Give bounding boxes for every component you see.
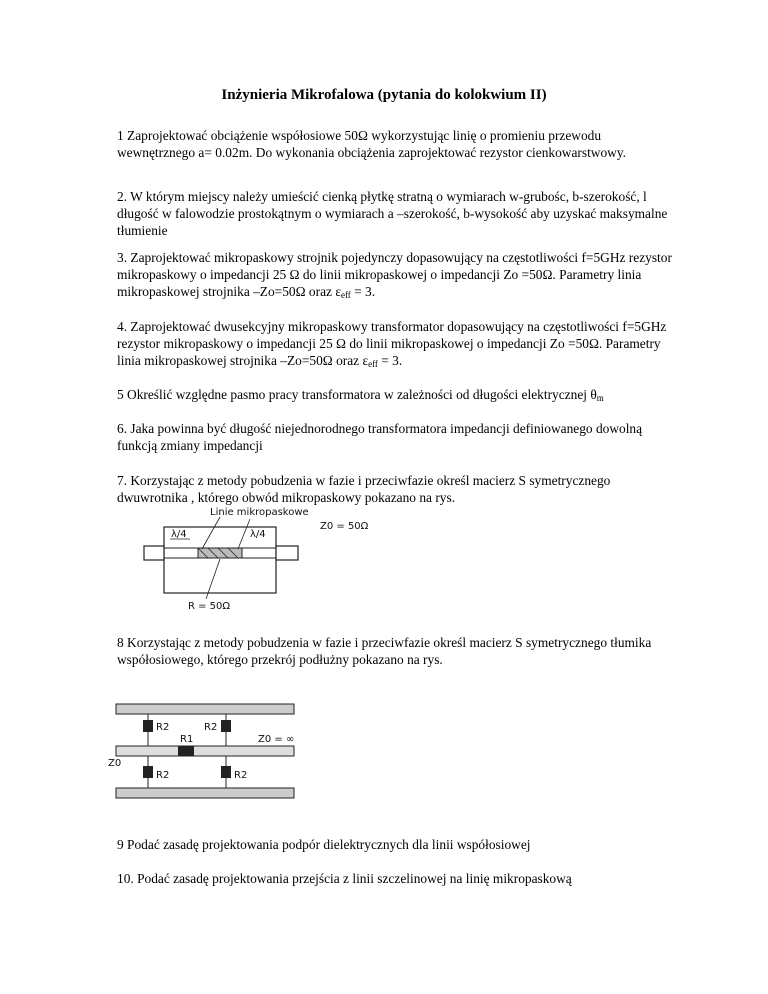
figure-2-label-r2-c: R2 [204, 722, 218, 733]
question-4-subscript: eff [368, 359, 378, 369]
resistor-r2-top-left [143, 720, 153, 732]
right-port-connector [276, 546, 298, 560]
question-3-text: 3. Zaprojektować mikropaskowy strojnik pojedynczy dopasowujący na częstotliwości f=5GHz rezystor mikropaskowy o impedancji 25 Ω do linii mikropaskowej o impedancji Zo =50Ω. Parametry linia mikropaskowej strojnika –Zo=50Ω oraz ε [117, 250, 672, 299]
question-4 [117, 318, 677, 373]
resistor-r2-bottom-left [143, 766, 153, 778]
question-9: 9 Podać zasadę projektowania podpór dielektrycznych dla linii współosiowej [117, 837, 531, 852]
question-4-text: 4. Zaprojektować dwusekcyjny mikropaskowy transformator dopasowujący na częstotliwości f=5GHz rezystor mikropaskowy o impedancji 25 Ω do linii mikropaskowej o impedancji Zo =50Ω. Parametry linia mikropaskowej strojnika –Zo=50Ω oraz ε [117, 319, 667, 368]
figure-1-label-left: λ/4 [171, 529, 187, 540]
page-title: Inżynieria Mikrofalowa (pytania do kolokwium II) [221, 87, 547, 103]
figure-1-label-r: R = 50Ω [188, 601, 231, 612]
figure-2-label-z0-left: Z0 [108, 758, 122, 769]
question-8: 8 Korzystając z metody pobudzenia w fazie i przeciwfazie określ macierz S symetrycznego tłumika współosiowego, którego przekrój podłużny pokazano na rys. [117, 635, 652, 667]
resistor-r2-top-right [221, 720, 231, 732]
resistor-r2-bottom-right [221, 766, 231, 778]
question-1: 1 Zaprojektować obciążenie współosiowe 50Ω wykorzystując linię o promieniu przewodu wewnętrznego a= 0.02m. Do wykonania obciążenia zaprojektować rezystor cienkowarstwowy. [117, 128, 627, 160]
figure-1-label-z0: Z0 = 50Ω [320, 521, 369, 532]
question-6: 6. Jaka powinna być długość niejednorodnego transformatora impedancji definiowanego dowolną funkcją zmiany impedancji [117, 421, 643, 453]
outer-conductor-top [116, 704, 294, 714]
question-5 [117, 386, 677, 407]
question-5-subscript: m [596, 393, 604, 403]
figure-coaxial-attenuator [108, 696, 308, 806]
question-7: 7. Korzystając z metody pobudzenia w fazie i przeciwfazie określ macierz S symetrycznego dwuwrotnika , którego obwód mikropaskowy pokazano na rys. [117, 473, 611, 505]
left-port-connector [144, 546, 164, 560]
figure-1-drawing [140, 503, 400, 613]
inner-conductor [116, 746, 294, 756]
figure-2-label-r1: R1 [180, 734, 194, 745]
question-2: 2. W którym miejscy należy umieścić cienką płytkę stratną o wymiarach w-grubośc, b-szerokość, l długość w falowodzie prostokątnym o wymiarach a –szerokość, b-wysokość aby uzyskać maksymalne tłumienie [117, 189, 668, 238]
question-5-text: 5 Określić względne pasmo pracy transformatora w zależności od długości elektrycznej θ [117, 387, 597, 402]
question-3-subscript: eff [340, 290, 351, 300]
question-10: 10. Podać zasadę projektowania przejścia z linii szczelinowej na linię mikropaskową [117, 871, 572, 886]
figure-2-drawing [108, 696, 308, 806]
figure-2-label-r2-d: R2 [234, 770, 248, 781]
figure-2-label-r2-a: R2 [156, 722, 170, 733]
figure-1-label-right: λ/4 [250, 529, 266, 540]
question-3-tail: = 3. [350, 284, 376, 299]
figure-2-label-r2-b: R2 [156, 770, 170, 781]
question-3 [117, 249, 677, 304]
outer-conductor-bottom [116, 788, 294, 798]
figure-1-label-lines: Linie mikropaskowe [210, 507, 309, 518]
question-4-tail: = 3. [377, 353, 403, 368]
resistor-r1 [178, 746, 194, 756]
figure-2-label-z0-right: Z0 = ∞ [258, 734, 295, 745]
figure-microstrip-two-port [140, 503, 400, 613]
